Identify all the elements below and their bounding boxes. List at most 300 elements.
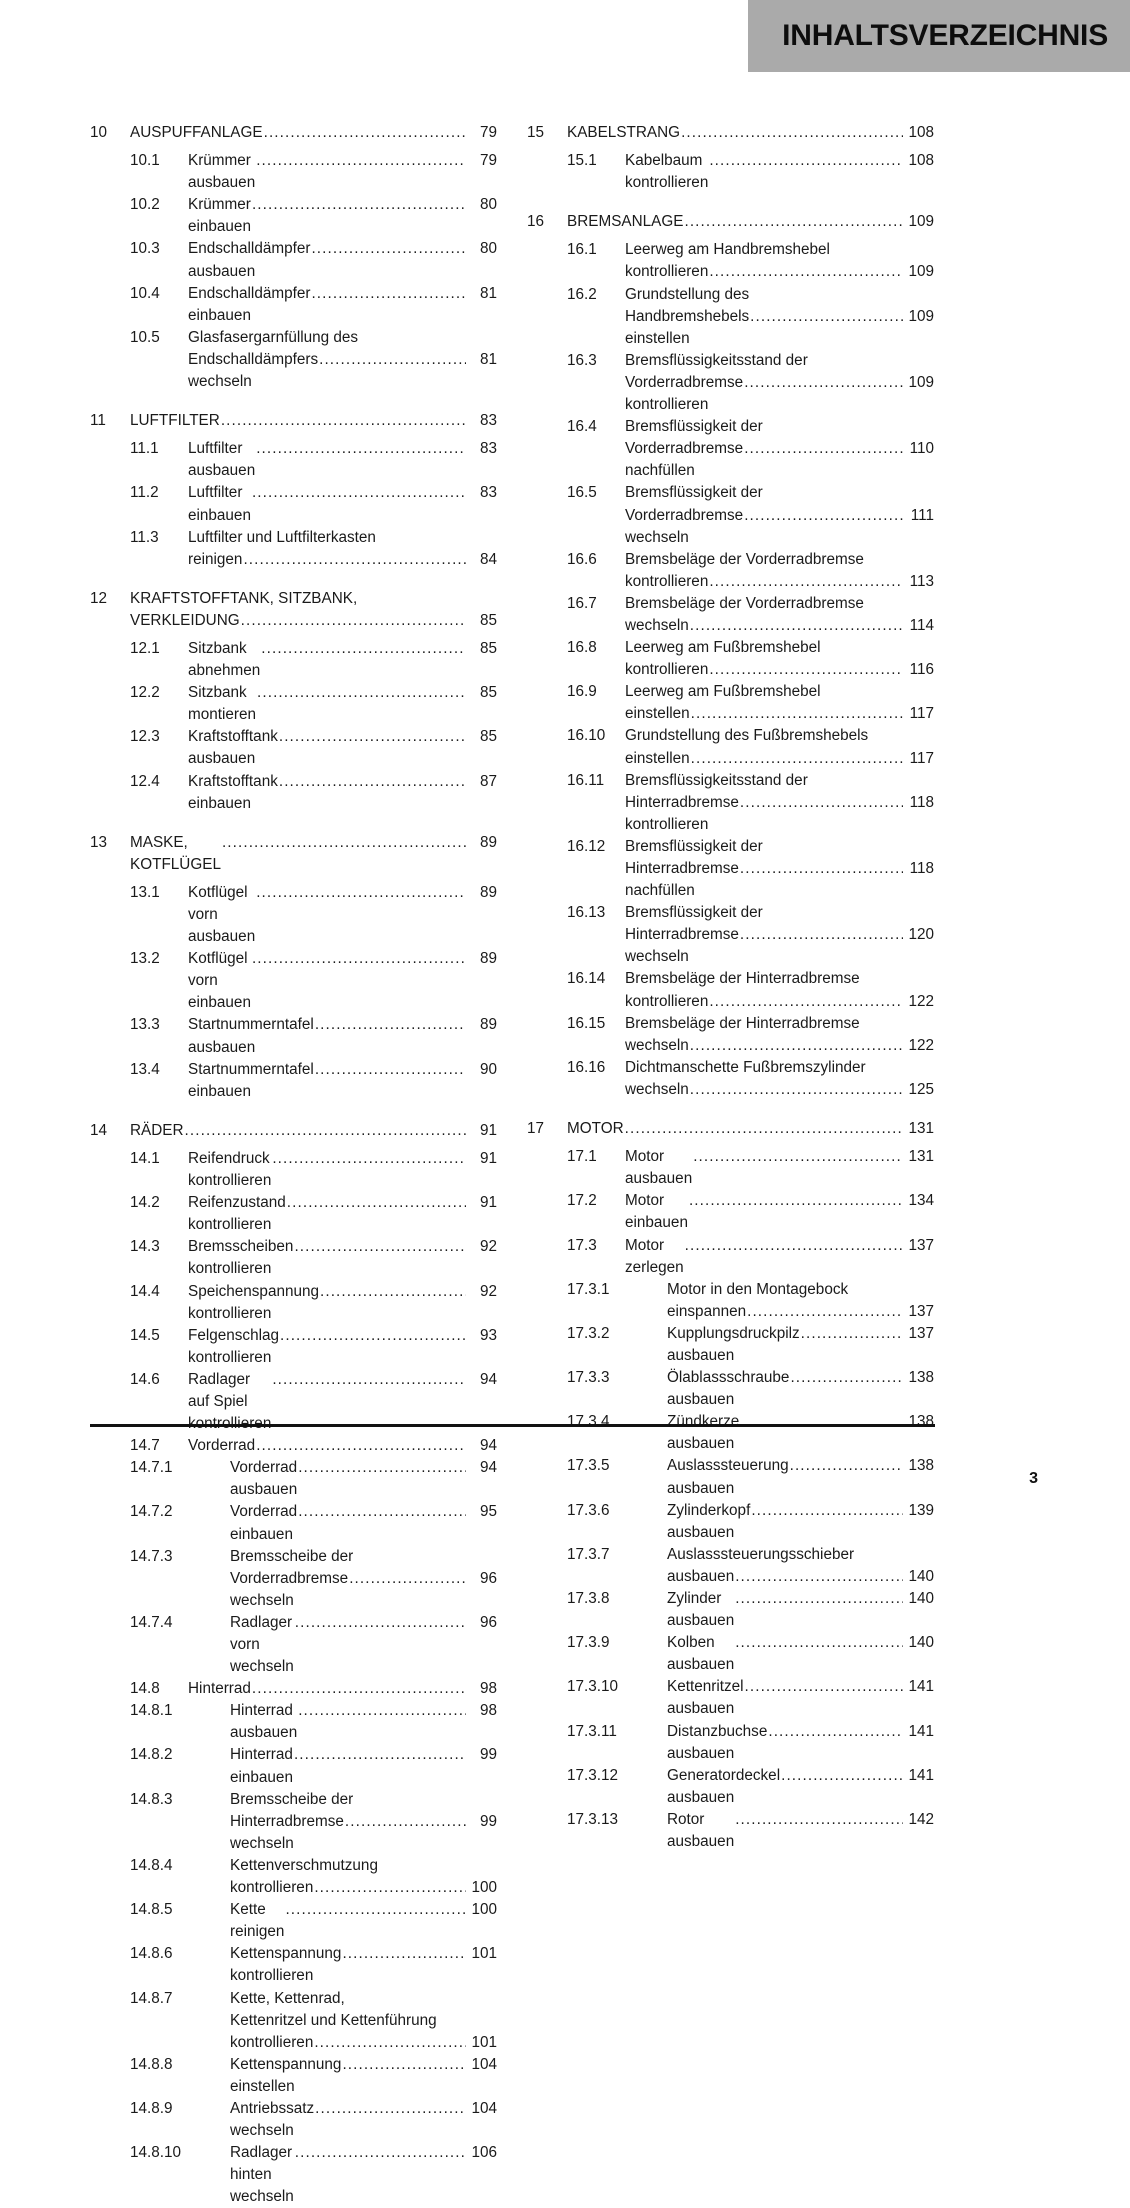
toc-entry-last-line (625, 438, 934, 482)
toc-entry-body (649, 1544, 934, 1588)
toc-entry-title: Endschalldämpfers wechseln (188, 350, 323, 391)
toc-entry-last-line (625, 1190, 934, 1234)
toc-entry-title: Rotor ausbauen (667, 1810, 735, 1851)
toc-entry[interactable] (90, 948, 497, 1014)
toc-entry-body (625, 770, 934, 836)
toc-entry-last-line (667, 1455, 934, 1499)
toc-entry-last-line (188, 1236, 497, 1280)
toc-entry-number: 17.3.7 (567, 1545, 610, 1563)
toc-entry-title: RÄDER (130, 1121, 184, 1139)
toc-entry-last-line (625, 991, 934, 1013)
toc-entry-last-line (625, 1235, 934, 1279)
toc-entry-last-line (625, 372, 934, 416)
toc-entry-last-line (230, 1568, 497, 1612)
toc-entry[interactable] (527, 1632, 934, 1676)
toc-entry-number: 16.6 (567, 550, 597, 568)
toc-entry-title: Radlager auf Spiel kontrollieren (188, 1370, 272, 1433)
toc-entry-last-line (188, 726, 497, 770)
toc-entry-line (625, 681, 934, 703)
toc-entry-body (188, 882, 497, 948)
dot-leader (801, 1323, 903, 1345)
toc-entry[interactable] (90, 1325, 497, 1369)
toc-entry-body (188, 771, 497, 815)
toc-entry-number: 14.7.1 (130, 1459, 173, 1477)
toc-entry[interactable] (527, 681, 934, 725)
toc-entry-title: Grundstellung des (625, 285, 750, 303)
toc-entry-page: 140 (908, 1567, 934, 1585)
toc-entry[interactable] (527, 350, 934, 416)
toc-entry-page: 111 (910, 506, 934, 524)
toc-entry-body (188, 638, 497, 682)
toc-entry-title: Leerweg am Fußbremshebel (625, 639, 821, 657)
toc-entry-number: 14.4 (130, 1282, 160, 1300)
toc-entry-title: Kettenritzel und Kettenführung (230, 2011, 437, 2029)
toc-entry-number: 16 (527, 213, 545, 231)
toc-entry-line (625, 968, 934, 990)
toc-entry-number: 10.1 (130, 152, 160, 170)
toc-entry-number: 13.1 (130, 883, 160, 901)
toc-entry-number: 14.8.9 (130, 2099, 173, 2117)
dot-leader (221, 410, 466, 432)
toc-entry-last-line (188, 194, 497, 238)
toc-entry-body (212, 1789, 497, 1855)
toc-entry[interactable] (527, 770, 934, 836)
toc-entry[interactable] (527, 1500, 934, 1544)
dot-leader (691, 703, 903, 725)
toc-entry-page: 113 (909, 572, 934, 590)
toc-entry-last-line (625, 792, 934, 836)
toc-entry-title: ausbauen (667, 1567, 735, 1585)
toc-entry-title: Bremsflüssigkeitsstand der (625, 771, 808, 789)
toc-entry-number: 16.4 (567, 418, 597, 436)
toc-entry-title: Motor einbauen (625, 1192, 688, 1232)
toc-entry-body (625, 1146, 934, 1190)
dot-leader (684, 211, 903, 233)
dot-leader (298, 1457, 466, 1479)
toc-entry-title: Zündkerze ausbauen (667, 1413, 744, 1453)
dot-leader (709, 150, 903, 172)
toc-entry[interactable] (527, 1809, 934, 1853)
toc-entry[interactable] (527, 150, 934, 194)
toc-entry[interactable] (527, 211, 934, 233)
dot-leader (735, 1588, 903, 1610)
toc-entry[interactable] (90, 1744, 497, 1788)
toc-entry-body (649, 1455, 934, 1499)
toc-entry-title: kontrollieren (230, 1879, 314, 1897)
toc-entry-title: Krümmer einbauen (188, 196, 256, 236)
toc-entry-page: 109 (908, 373, 934, 391)
toc-entry-number: 12.3 (130, 728, 160, 746)
toc-entry-body (212, 1943, 497, 1987)
toc-entry-line (667, 1544, 934, 1566)
toc-entry-last-line (567, 1118, 934, 1140)
toc-entry-title: Luftfilter und Luftfilterkasten (188, 528, 376, 546)
toc-entry-line (188, 527, 497, 549)
toc-entry[interactable] (90, 194, 497, 238)
toc-entry[interactable] (527, 1765, 934, 1809)
toc-entry-page: 140 (908, 1590, 934, 1607)
page-title: INHALTSVERZEICHNIS (782, 19, 1108, 52)
toc-entry-line (625, 284, 934, 306)
toc-entry[interactable] (90, 1457, 497, 1501)
toc-entry-line (625, 593, 934, 615)
toc-entry-page: 131 (908, 1120, 934, 1138)
toc-columns (90, 122, 935, 2208)
toc-entry-last-line (188, 1678, 497, 1700)
toc-entry[interactable] (527, 239, 934, 283)
toc-entry-title: Krümmer ausbauen (188, 152, 256, 192)
toc-entry[interactable] (527, 549, 934, 593)
toc-entry[interactable] (90, 1236, 497, 1280)
toc-entry-number: 14.1 (130, 1149, 160, 1167)
toc-entry-line (230, 1789, 497, 1811)
toc-entry-number: 14.5 (130, 1326, 160, 1344)
toc-entry-last-line (188, 1059, 497, 1103)
toc-entry-number: 17.3.6 (567, 1501, 610, 1519)
toc-entry-number: 12.2 (130, 684, 160, 702)
toc-entry[interactable] (90, 327, 497, 393)
toc-entry[interactable] (90, 410, 497, 432)
toc-entry[interactable] (90, 283, 497, 327)
toc-entry-number: 14.6 (130, 1370, 160, 1388)
toc-entry-line (625, 416, 934, 438)
toc-entry[interactable] (527, 902, 934, 968)
toc-entry-title: Kettenritzel ausbauen (667, 1678, 748, 1718)
toc-entry[interactable] (90, 832, 497, 876)
dot-leader (315, 1014, 466, 1036)
toc-entry-title: Kette reinigen (230, 1901, 285, 1941)
toc-entry-last-line (625, 1079, 934, 1101)
toc-entry-title: Reifenzustand kontrollieren (188, 1194, 291, 1234)
toc-entry-page: 79 (479, 124, 497, 141)
toc-entry-last-line (667, 1301, 934, 1323)
dot-leader (709, 261, 903, 283)
toc-entry[interactable] (527, 1190, 934, 1234)
toc-entry-body (567, 122, 934, 144)
toc-entry-last-line (667, 1411, 934, 1455)
toc-entry[interactable] (527, 1588, 934, 1632)
toc-entry-page: 99 (479, 1746, 497, 1764)
toc-entry-line (230, 2010, 497, 2032)
toc-entry-page: 91 (479, 1194, 497, 1212)
toc-entry[interactable] (527, 968, 934, 1012)
toc-entry[interactable] (90, 1899, 497, 1943)
toc-entry[interactable] (527, 1235, 934, 1279)
toc-entry[interactable] (90, 588, 497, 632)
toc-entry-body (212, 1546, 497, 1612)
toc-entry-number: 17.3.10 (567, 1678, 619, 1696)
toc-entry[interactable] (90, 882, 497, 948)
toc-entry[interactable] (90, 1943, 497, 1987)
toc-entry[interactable] (90, 122, 497, 144)
toc-entry-title: Kotflügel vorn einbauen (188, 950, 252, 1012)
toc-entry-body (625, 549, 934, 593)
toc-entry[interactable] (90, 150, 497, 194)
toc-entry-number: 15 (527, 124, 545, 141)
toc-entry-body (625, 150, 934, 194)
toc-entry-body (188, 438, 497, 482)
toc-entry[interactable] (527, 1118, 934, 1140)
dot-leader (252, 194, 466, 216)
toc-entry[interactable] (90, 438, 497, 482)
toc-entry-title: Bremsbeläge der Hinterradbremse (625, 970, 860, 988)
toc-entry-line (230, 1546, 497, 1568)
toc-entry-number: 17 (527, 1120, 545, 1138)
dot-leader (287, 1192, 466, 1214)
toc-entry[interactable] (90, 1281, 497, 1325)
toc-entry[interactable] (527, 122, 934, 144)
toc-entry-title: Speichenspannung kontrollieren (188, 1282, 324, 1322)
toc-entry[interactable] (90, 638, 497, 682)
toc-entry[interactable] (527, 725, 934, 769)
toc-entry-page: 94 (479, 1370, 497, 1388)
toc-entry-number: 11.1 (130, 440, 159, 458)
toc-entry[interactable] (527, 1057, 934, 1101)
toc-entry[interactable] (90, 2098, 497, 2142)
toc-entry[interactable] (90, 1789, 497, 1855)
dot-leader (693, 1146, 903, 1168)
toc-entry[interactable] (527, 1279, 934, 1323)
toc-entry[interactable] (90, 527, 497, 571)
toc-entry-number: 10 (90, 124, 108, 141)
toc-entry[interactable] (90, 1612, 497, 1678)
toc-entry-page: 98 (479, 1702, 497, 1720)
toc-entry-body (625, 902, 934, 968)
toc-entry-body (649, 1588, 934, 1632)
toc-entry-body (649, 1765, 934, 1809)
toc-entry-page: 137 (908, 1236, 934, 1254)
toc-entry[interactable] (90, 1700, 497, 1744)
toc-entry-number: 17.3.8 (567, 1590, 610, 1607)
toc-entry-title: Bremsflüssigkeitsstand der (625, 351, 808, 369)
toc-entry-number: 17.3.11 (567, 1722, 617, 1740)
toc-entry-title: Radlager hinten wechseln (230, 2144, 297, 2206)
toc-entry-body (625, 1057, 934, 1101)
toc-entry[interactable] (90, 2142, 497, 2208)
toc-entry[interactable] (90, 1855, 497, 1899)
toc-entry-page: 138 (908, 1457, 934, 1475)
toc-entry[interactable] (90, 1988, 497, 2054)
toc-entry[interactable] (90, 1192, 497, 1236)
toc-entry-page: 137 (908, 1302, 934, 1320)
toc-entry-body (130, 588, 497, 632)
toc-entry-body (649, 1411, 934, 1455)
toc-entry-body (188, 238, 497, 282)
toc-entry-title: Hinterradbremse wechseln (625, 926, 744, 966)
toc-entry-last-line (230, 2054, 497, 2098)
toc-entry[interactable] (527, 482, 934, 548)
toc-entry-number: 14.8 (130, 1680, 160, 1698)
toc-entry-last-line (188, 150, 497, 194)
toc-entry-last-line (667, 1323, 934, 1367)
toc-entry-body (188, 1014, 497, 1058)
toc-entry-body (649, 1367, 934, 1411)
toc-entry-title: Bremsflüssigkeit der (625, 837, 763, 855)
toc-entry[interactable] (90, 682, 497, 726)
toc-entry-title: Antriebssatz wechseln (230, 2099, 319, 2140)
toc-entry-number: 13.3 (130, 1016, 160, 1034)
toc-column-right (527, 122, 934, 1853)
toc-entry[interactable] (527, 1455, 934, 1499)
toc-entry-title: wechseln (625, 1080, 689, 1098)
toc-entry[interactable] (90, 771, 497, 815)
toc-entry-title: BREMSANLAGE (567, 213, 684, 231)
toc-entry-body (625, 416, 934, 482)
toc-entry-page: 92 (479, 1238, 497, 1256)
toc-entry[interactable] (527, 1146, 934, 1190)
toc-entry-last-line (130, 410, 497, 432)
toc-entry-title: Kettenspannung einstellen (230, 2055, 346, 2095)
dot-leader (709, 991, 903, 1013)
dot-leader (768, 1721, 903, 1743)
toc-entry-title: Handbremshebels einstellen (625, 307, 754, 347)
toc-entry-number: 17.3 (567, 1236, 597, 1254)
toc-entry-body (625, 1235, 934, 1279)
toc-entry[interactable] (527, 637, 934, 681)
toc-entry[interactable] (527, 1544, 934, 1588)
toc-entry-body (212, 1700, 497, 1744)
toc-entry-body (212, 2142, 497, 2208)
toc-entry-number: 11 (90, 412, 106, 430)
toc-entry-title: reinigen (188, 550, 243, 568)
dot-leader (298, 1700, 466, 1722)
toc-entry[interactable] (527, 1013, 934, 1057)
toc-entry-number: 17.1 (567, 1148, 597, 1166)
toc-entry[interactable] (527, 593, 934, 637)
toc-entry-title: Leerweg am Fußbremshebel (625, 683, 821, 701)
toc-entry-last-line (230, 2098, 497, 2142)
toc-entry[interactable] (527, 416, 934, 482)
toc-entry-title: Bremsscheibe der (230, 1790, 354, 1808)
dot-leader (691, 748, 903, 770)
toc-entry-title: Vorderradbremse kontrollieren (625, 373, 748, 414)
toc-entry[interactable] (527, 1721, 934, 1765)
toc-entry[interactable] (90, 2054, 497, 2098)
toc-entry[interactable] (527, 1323, 934, 1367)
toc-entry-page: 100 (471, 1879, 497, 1897)
toc-entry-page: 89 (479, 950, 497, 968)
toc-entry[interactable] (527, 836, 934, 902)
toc-entry-title: Kettenverschmutzung (230, 1856, 378, 1874)
toc-entry[interactable] (90, 1678, 497, 1700)
toc-entry[interactable] (527, 1411, 934, 1455)
toc-entry[interactable] (90, 238, 497, 282)
toc-entry-title: Vorderradbremse wechseln (625, 506, 748, 546)
toc-entry-last-line (667, 1676, 934, 1720)
toc-entry-last-line (130, 1120, 497, 1142)
toc-entry-last-line (667, 1588, 934, 1632)
toc-entry-line (625, 637, 934, 659)
toc-entry[interactable] (90, 1435, 497, 1457)
toc-entry[interactable] (527, 1676, 934, 1720)
toc-entry-page: 83 (479, 440, 497, 458)
toc-entry-line (625, 482, 934, 504)
toc-entry-line (625, 725, 934, 747)
toc-entry[interactable] (90, 1059, 497, 1103)
toc-entry-title: Bremsbeläge der Vorderradbremse (625, 594, 864, 612)
toc-entry[interactable] (90, 726, 497, 770)
toc-entry-last-line (625, 1146, 934, 1190)
toc-entry-last-line (625, 748, 934, 770)
toc-entry-title: Sitzbank montieren (188, 684, 257, 724)
toc-entry-title: Hinterrad (188, 1680, 251, 1698)
toc-entry-line (230, 1855, 497, 1877)
toc-entry-body (625, 725, 934, 769)
toc-entry-body (625, 239, 934, 283)
toc-entry-title: kontrollieren (625, 661, 709, 679)
toc-entry[interactable] (527, 1367, 934, 1411)
toc-entry-number: 14.3 (130, 1238, 160, 1256)
toc-entry-last-line (188, 1014, 497, 1058)
toc-entry[interactable] (90, 1501, 497, 1545)
toc-entry-number: 17.3.13 (567, 1810, 619, 1828)
toc-entry-title: Kabelbaum kontrollieren (625, 152, 709, 192)
toc-entry-number: 14.8.7 (130, 1989, 173, 2007)
toc-entry-title: Vorderradbremse nachfüllen (625, 440, 748, 480)
toc-entry-number: 11.2 (130, 484, 159, 502)
toc-entry-page: 141 (908, 1678, 934, 1696)
toc-entry[interactable] (90, 1014, 497, 1058)
toc-entry-body (130, 410, 497, 432)
toc-entry-last-line (130, 832, 497, 876)
toc-entry-body (567, 211, 934, 233)
toc-entry-title: Bremsscheibe der (230, 1547, 354, 1565)
dot-leader (342, 1943, 466, 1965)
toc-entry-body (212, 1988, 497, 2054)
toc-entry-title: Dichtmanschette Fußbremszylinder (625, 1058, 866, 1076)
toc-entry-body (188, 527, 497, 571)
toc-entry-title: Bremsflüssigkeit der (625, 418, 763, 436)
dot-leader (735, 1809, 903, 1831)
toc-entry-title: Bremsflüssigkeit der (625, 484, 763, 502)
toc-entry[interactable] (90, 1148, 497, 1192)
toc-entry[interactable] (90, 482, 497, 526)
toc-entry-number: 14.8.6 (130, 1945, 173, 1963)
dot-leader (314, 2032, 466, 2054)
toc-entry-number: 13.2 (130, 950, 160, 968)
toc-entry-last-line (230, 1811, 497, 1855)
toc-entry-body (188, 327, 497, 393)
dot-leader (256, 150, 466, 172)
toc-entry-line (625, 902, 934, 924)
toc-entry[interactable] (90, 1120, 497, 1142)
toc-entry[interactable] (90, 1546, 497, 1612)
toc-entry-title: Hinterrad einbauen (230, 1746, 298, 1786)
dot-leader (625, 1118, 903, 1140)
dot-leader (280, 1325, 466, 1347)
toc-entry-page: 89 (479, 1016, 497, 1034)
toc-entry-last-line (188, 438, 497, 482)
toc-entry-line (230, 1988, 497, 2010)
dot-leader (272, 1148, 466, 1170)
toc-entry-page: 101 (471, 1945, 497, 1963)
toc-entry-last-line (230, 1943, 497, 1987)
toc-entry-title: Glasfasergarnfüllung des (188, 328, 359, 346)
toc-entry-title: Kotflügel vorn ausbauen (188, 883, 256, 946)
toc-entry-last-line (188, 1148, 497, 1192)
dot-leader (311, 238, 466, 260)
toc-entry-title: Vorderradbremse wechseln (230, 1569, 353, 1609)
toc-entry-page: 92 (479, 1282, 497, 1300)
toc-entry-body (188, 482, 497, 526)
toc-entry[interactable] (527, 284, 934, 350)
toc-entry-page: 85 (479, 684, 497, 702)
toc-entry-last-line (667, 1566, 934, 1588)
toc-entry-body (188, 726, 497, 770)
toc-entry-page: 85 (479, 639, 497, 657)
toc-entry-last-line (130, 122, 497, 144)
toc-entry-page: 98 (479, 1680, 497, 1698)
